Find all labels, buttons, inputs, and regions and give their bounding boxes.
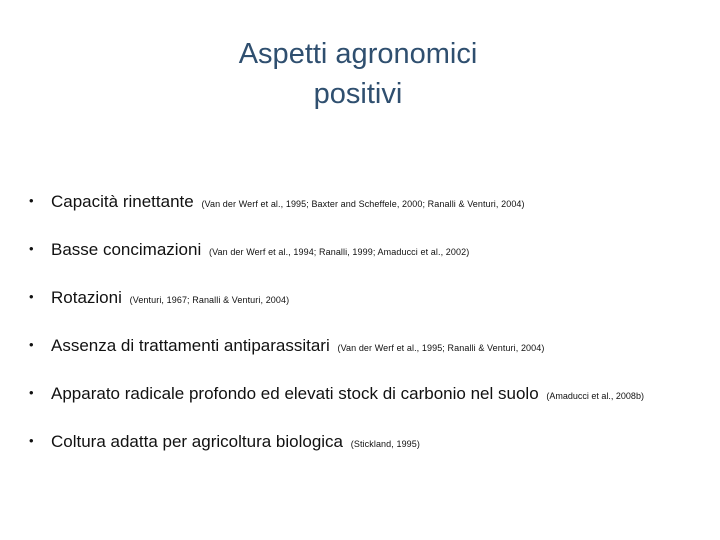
bullet-reference: (Van der Werf et al., 1995; Baxter and Scheffele, 2000; Ranalli & Venturi, 2004) [201,199,525,209]
bullet-point-icon: • [29,337,34,352]
bullet-main-text: Capacità rinettante [51,192,194,211]
bullet-item-capacita-rinettante [0,190,720,238]
bullet-reference: (Van der Werf et al., 1995; Ranalli & Venturi, 2004) [337,343,545,353]
bullet-point-icon: • [29,385,34,400]
bullet-text [51,430,420,456]
bullet-item-assenza-trattamenti [0,334,720,382]
bullet-reference: (Amaducci et al., 2008b) [546,391,644,401]
bullet-text [51,382,644,408]
bullet-main-text: Apparato radicale profondo ed elevati stock di carbonio nel suolo [51,384,539,403]
slide-title-line-1: Aspetti agronomici [238,38,478,70]
bullet-item-coltura-biologica [0,430,720,478]
bullet-item-apparato-radicale [0,382,720,430]
bullet-main-text: Rotazioni [51,288,122,307]
bullet-text [51,334,544,360]
bullet-text [51,286,289,312]
bullet-point-icon: • [29,241,34,256]
bullet-reference: (Stickland, 1995) [350,439,420,449]
slide-title [0,34,716,114]
bullet-text [51,238,469,264]
bullet-point-icon: • [29,193,34,208]
bullet-text [51,190,525,216]
bullet-reference: (Van der Werf et al., 1994; Ranalli, 1999; Amaducci et al., 2002) [208,247,470,257]
bullet-point-icon: • [29,433,34,448]
bullet-item-rotazioni [0,286,720,334]
bullet-reference: (Venturi, 1967; Ranalli & Venturi, 2004) [129,295,290,305]
bullet-main-text: Basse concimazioni [51,240,202,259]
bullet-list [0,190,720,478]
bullet-main-text: Assenza di trattamenti antiparassitari [51,336,330,355]
bullet-main-text: Coltura adatta per agricoltura biologica [51,432,344,451]
bullet-point-icon: • [29,289,34,304]
slide-title-line-2: positivi [313,78,403,110]
bullet-item-basse-concimazioni [0,238,720,286]
